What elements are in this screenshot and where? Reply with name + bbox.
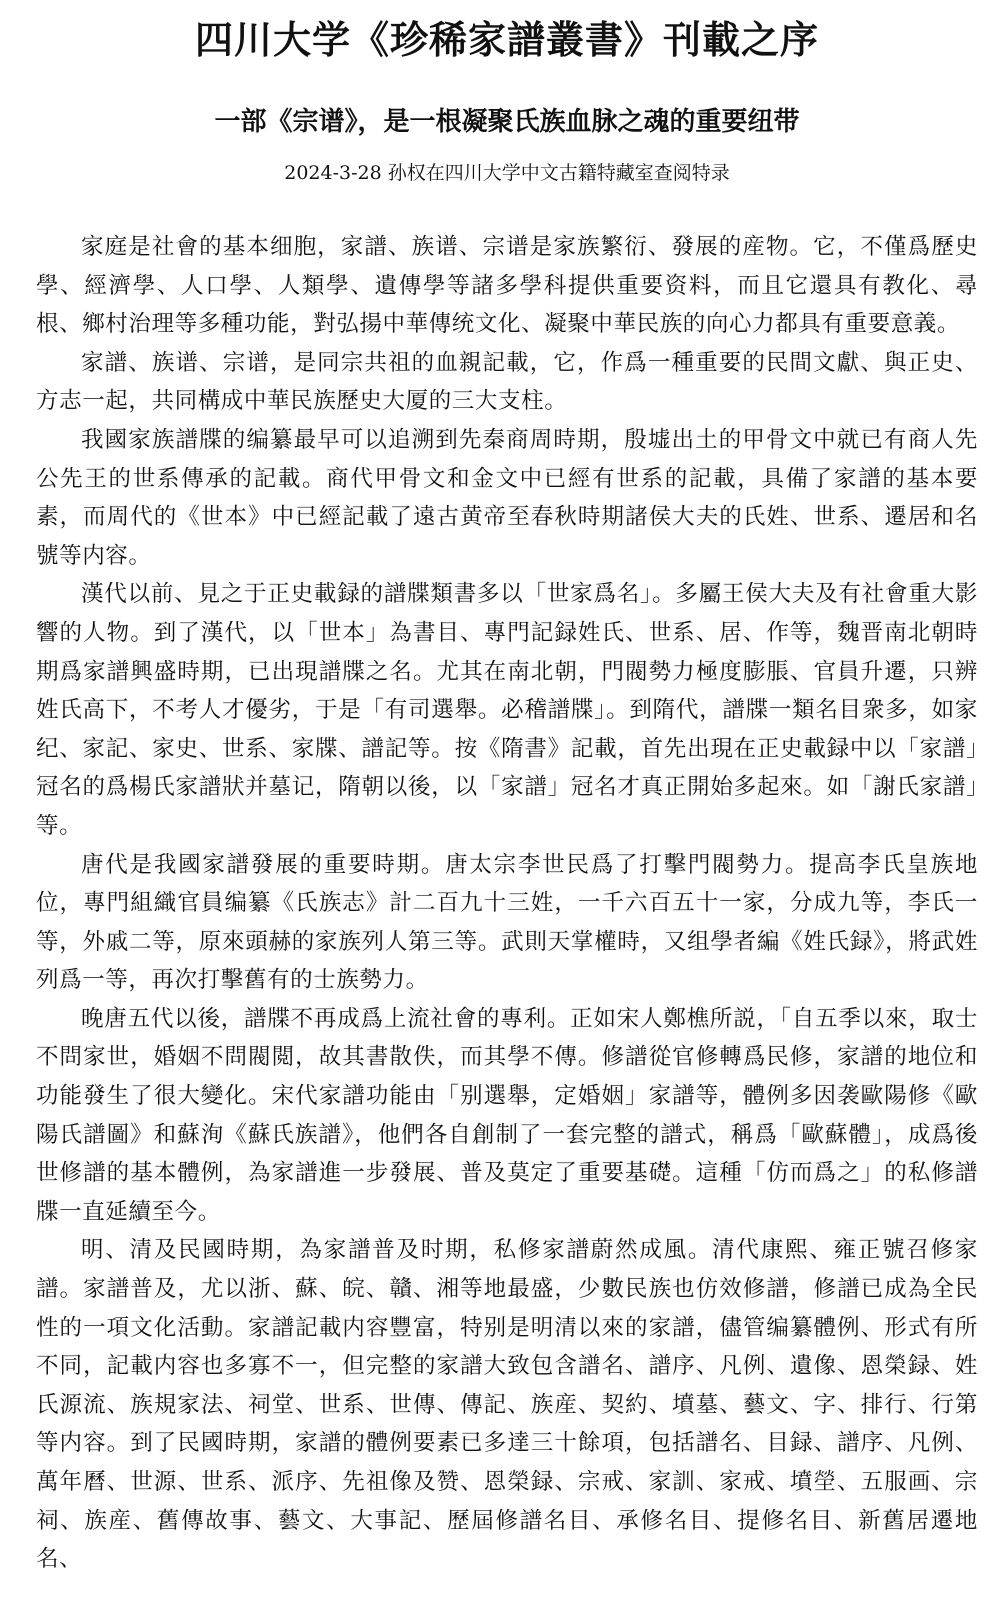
dateline: 2024-3-28 孙权在四川大学中文古籍特藏室查阅特录 — [284, 162, 730, 184]
paragraph: 明、清及民國時期，為家譜普及时期，私修家譜蔚然成風。清代康熙、雍正號召修家譜。家譜普及，尤以浙、蘇、皖、贛、湘等地最盛，少數民族也仿效修譜，修譜已成為全民性的一項文化活動。家譜記載内容豐富，特别是明清以來的家譜，儘管编纂體例、形式有所不同，記載内容也多寡不一，但完整的家譜大致包含譜名、譜序、凡例、遺像、恩榮録、姓氏源流、族規家法、祠堂、世系、世傳、傳記、族産、契約、墳墓、藝文、字、排行、行第等内容。到了民國時期，家譜的體例要素已多達三十餘項，包括譜名、目録、譜序、凡例、萬年曆、世源、世系、派序、先祖像及赞、恩榮録、宗戒、家訓、家戒、墳塋、五服画、宗祠、族産、舊傳故事、藝文、大事記、歷屆修譜名目、承修名目、提修名目、新舊居遷地名、 — [36, 1237, 978, 1573]
paragraph: 漢代以前、見之于正史載録的譜牒類書多以「世家爲名」。多屬王侯大夫及有社會重大影響的人物。到了漢代，以「世本」為書目、專門記録姓氏、世系、居、作等，魏晋南北朝時期爲家譜興盛時期，已出現譜牒之名。尤其在南北朝，門閥勢力極度膨脹、官員升遷，只辨姓氏高下，不考人才優劣，于是「有司選舉。必稽譜牒」。到隋代，譜牒一類名目衆多，如家纪、家記、家史、世系、家牒、譜記等。按《隋書》記載，首先出現在正史載録中以「家譜」冠名的爲楊氏家譜狀并墓记，隋朝以後，以「家譜」冠名才真正開始多起來。如「謝氏家譜」等。 — [36, 581, 978, 839]
document-subtitle: 一部《宗谱》，是一根凝聚氏族血脉之魂的重要纽带 — [214, 107, 800, 137]
paragraph: 晚唐五代以後，譜牒不再成爲上流社會的專利。正如宋人鄭樵所説，「自五季以來，取士不問家世，婚姻不問閥閲，故其書散佚，而其學不傳。修譜從官修轉爲民修，家譜的地位和功能發生了很大變化。宋代家譜功能由「别選舉，定婚姻」家譜等，體例多因袭歐陽修《歐陽氏譜圖》和蘇洵《蘇氏族譜》，他們各自創制了一套完整的譜式，稱爲「歐蘇體」，成爲後世修譜的基本體例，為家譜進一步發展、普及莫定了重要基礎。這種「仿而爲之」的私修譜牒一直延續至今。 — [36, 1005, 978, 1225]
paragraph: 家譜、族谱、宗谱，是同宗共祖的血親記載，它，作爲一種重要的民間文獻、與正史、方志一起，共同構成中華民族歷史大厦的三大支柱。 — [36, 349, 978, 415]
document-body — [36, 228, 978, 1579]
document-title: 四川大学《珍稀家譜叢書》刊載之序 — [194, 17, 819, 62]
paragraph: 我國家族譜牒的编纂最早可以追溯到先秦商周時期，殷墟出土的甲骨文中就已有商人先公先王的世系傳承的記載。商代甲骨文和金文中已經有世系的記載，具備了家譜的基本要素，而周代的《世本》中已經記載了遠古黄帝至春秋時期諸侯大夫的氏姓、世系、遷居和名號等内容。 — [36, 426, 978, 569]
paragraph: 唐代是我國家譜發展的重要時期。唐太宗李世民爲了打擊門閥勢力。提高李氏皇族地位，專門組織官員编纂《氏族志》計二百九十三姓，一千六百五十一家，分成九等，李氏一等，外戚二等，原來頭赫的家族列人第三等。武則天掌權時，又组學者編《姓氏録》，將武姓列爲一等，再次打擊舊有的士族勢力。 — [36, 851, 978, 994]
paragraph: 家庭是社會的基本细胞，家譜、族谱、宗谱是家族繁衍、發展的産物。它，不僅爲歷史學、經濟學、人口學、人類學、遺傳學等諸多學科提供重要资料，而且它還具有教化、尋根、鄉村治理等多種功能，對弘揚中華傳统文化、凝聚中華民族的向心力都具有重要意義。 — [36, 234, 978, 338]
